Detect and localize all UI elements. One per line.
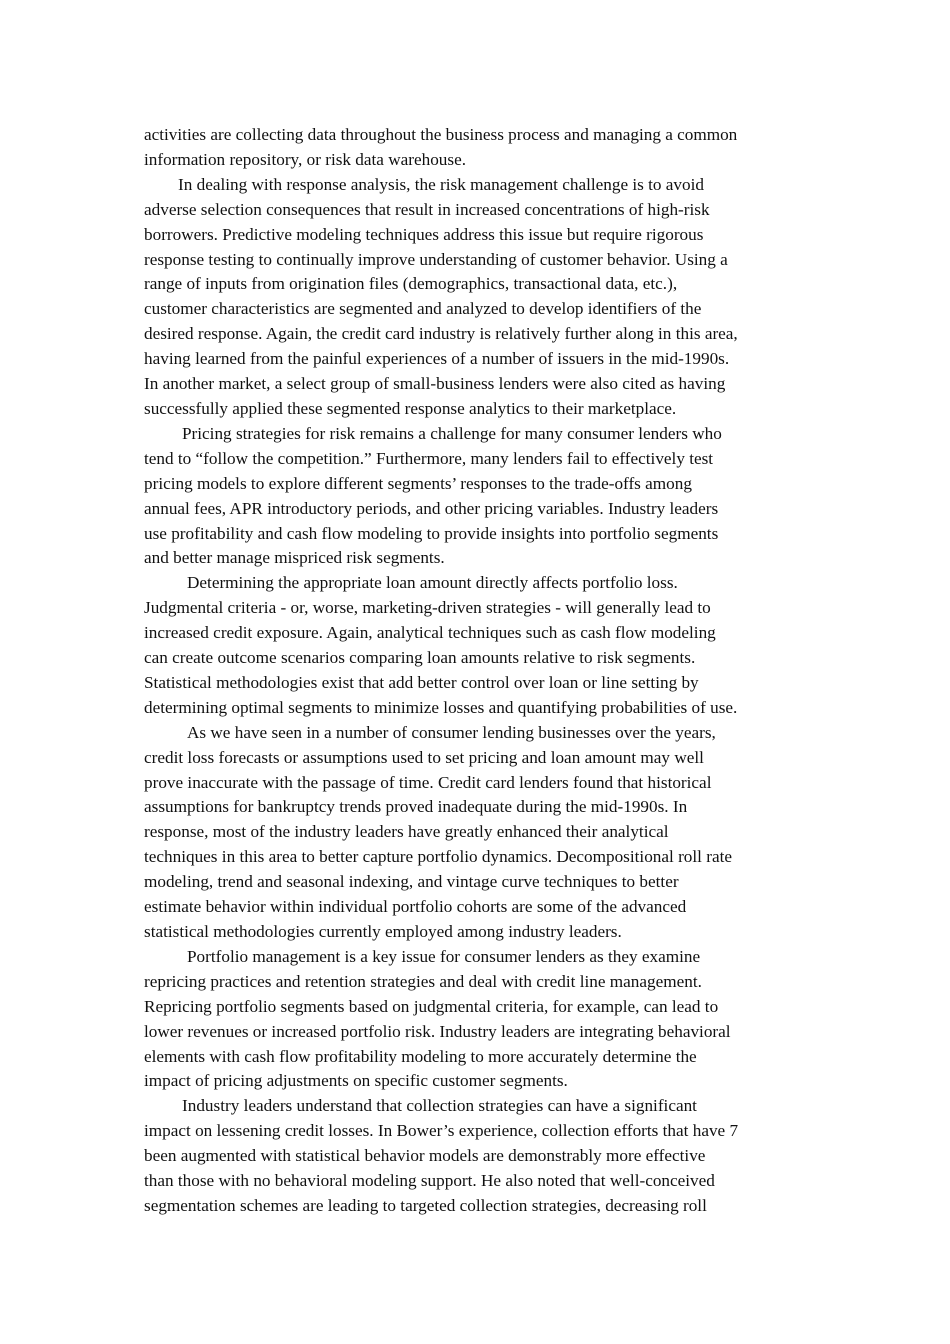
text-line: Repricing portfolio segments based on judgmental criteria, for example, can lead to (144, 996, 719, 1016)
text-line: successfully applied these segmented response analytics to their marketplace. (144, 398, 677, 418)
text-line: prove inaccurate with the passage of time. Credit card lenders found that historical (144, 772, 712, 792)
text-line: than those with no behavioral modeling support. He also noted that well-conceived (144, 1171, 715, 1191)
text-line: adverse selection consequences that result in increased concentrations of high-risk (144, 199, 710, 219)
document-body (144, 123, 824, 1219)
text-line: repricing practices and retention strategies and deal with credit line management. (144, 971, 702, 991)
text-line: techniques in this area to better capture portfolio dynamics. Decompositional roll rate (144, 847, 733, 867)
text-line: customer characteristics are segmented and analyzed to develop identifiers of the (144, 299, 702, 319)
paragraph (144, 123, 824, 173)
text-line: segmentation schemes are leading to targeted collection strategies, decreasing roll (144, 1195, 707, 1215)
text-line: assumptions for bankruptcy trends proved inadequate during the mid-1990s. In (144, 797, 688, 817)
text-line: having learned from the painful experiences of a number of issuers in the mid-1990s. (144, 349, 730, 369)
text-line: and better manage mispriced risk segments. (144, 548, 445, 568)
text-line: activities are collecting data throughout the business process and managing a common (144, 125, 738, 144)
text-line: determining optimal segments to minimize losses and quantifying probabilities of use. (144, 697, 738, 717)
text-line: Pricing strategies for risk remains a challenge for many consumer lenders who (182, 423, 722, 443)
text-line: Statistical methodologies exist that add better control over loan or line setting by (144, 672, 699, 692)
text-line: increased credit exposure. Again, analytical techniques such as cash flow modeling (144, 623, 716, 643)
text-line: statistical methodologies currently employed among industry leaders. (144, 922, 622, 941)
text-line: annual fees, APR introductory periods, and other pricing variables. Industry leaders (144, 498, 719, 518)
text-line: use profitability and cash flow modeling to provide insights into portfolio segments (144, 523, 719, 543)
paragraph (144, 173, 824, 422)
text-line: impact on lessening credit losses. In Bower’s experience, collection efforts that have 7 (144, 1121, 739, 1141)
text-line: pricing models to explore different segments’ responses to the trade-offs among (144, 473, 692, 493)
text-line: impact of pricing adjustments on specific customer segments. (144, 1071, 568, 1091)
text-line: response testing to continually improve understanding of customer behavior. Using a (144, 249, 728, 269)
text-line: In dealing with response analysis, the risk management challenge is to avoid (178, 174, 704, 194)
text-line: tend to “follow the competition.” Furthermore, many lenders fail to effectively test (144, 448, 714, 468)
text-line: response, most of the industry leaders have greatly enhanced their analytical (144, 822, 669, 842)
text-line: Portfolio management is a key issue for consumer lenders as they examine (187, 946, 701, 966)
text-line: information repository, or risk data warehouse. (144, 149, 467, 169)
text-line: borrowers. Predictive modeling techniques address this issue but require rigorous (144, 224, 704, 244)
text-line: elements with cash flow profitability modeling to more accurately determine the (144, 1046, 697, 1066)
text-line: Judgmental criteria - or, worse, marketing-driven strategies - will generally lead to (144, 598, 711, 618)
text-line: Industry leaders understand that collection strategies can have a significant (182, 1096, 697, 1116)
text-line: As we have seen in a number of consumer lending businesses over the years, (187, 722, 716, 742)
text-line: range of inputs from origination files (demographics, transactional data, etc.), (144, 274, 678, 294)
text-line: been augmented with statistical behavior models are demonstrably more effective (144, 1146, 706, 1166)
paragraph (144, 1094, 824, 1219)
text-line: lower revenues or increased portfolio risk. Industry leaders are integrating behavioral (144, 1021, 731, 1041)
text-line: estimate behavior within individual portfolio cohorts are some of the advanced (144, 897, 687, 917)
text-line: modeling, trend and seasonal indexing, and vintage curve techniques to better (144, 872, 679, 892)
text-line: Determining the appropriate loan amount directly affects portfolio loss. (187, 573, 678, 593)
text-line: desired response. Again, the credit card industry is relatively further along in this area, (144, 324, 738, 344)
text-line: credit loss forecasts or assumptions used to set pricing and loan amount may well (144, 747, 704, 767)
paragraph (144, 945, 824, 1094)
paragraph (144, 422, 824, 571)
text-line: can create outcome scenarios comparing loan amounts relative to risk segments. (144, 648, 696, 668)
paragraph (144, 571, 824, 720)
paragraph (144, 721, 824, 945)
text-line: In another market, a select group of small-business lenders were also cited as having (144, 374, 726, 394)
